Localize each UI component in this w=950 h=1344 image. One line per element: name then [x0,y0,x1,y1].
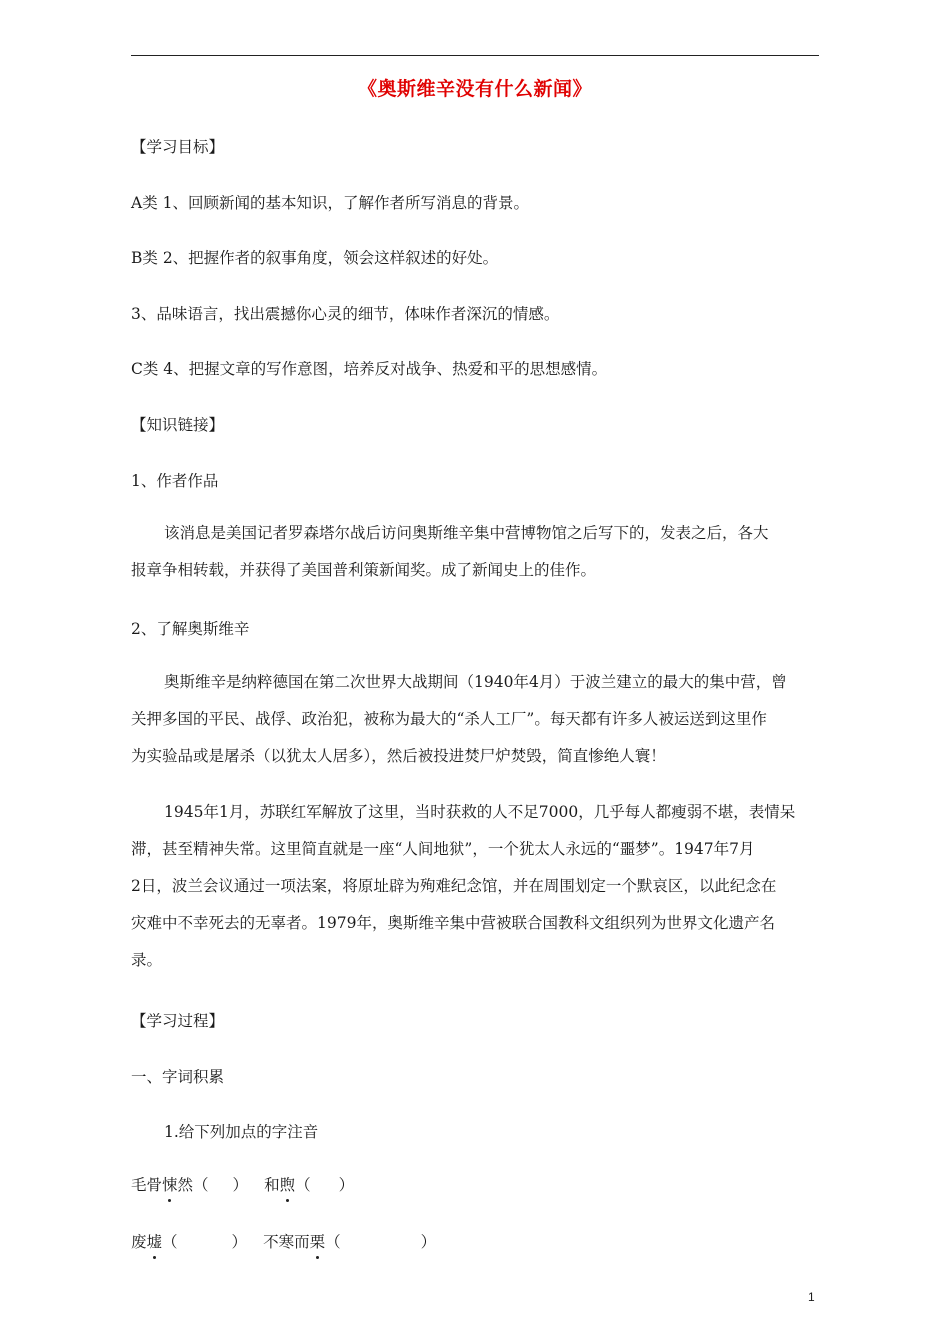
header-rule [131,55,819,56]
process-heading: 【学习过程】 [131,1012,225,1030]
liberation-paragraph [131,794,819,979]
author-works-paragraph [131,515,819,589]
word-text: 然（ [177,1176,209,1194]
paragraph-line: 灾难中不幸死去的无辜者。1979年，奥斯维辛集中营被联合国教科文组织列为世界文化遗产名 [131,914,775,932]
word-text: （ [162,1233,178,1251]
paragraph-line: 报章争相转载，并获得了美国普利策新闻奖。成了新闻史上的佳作。 [131,561,597,579]
dotted-character: 墟 [147,1230,163,1252]
word-text: 废 [131,1233,147,1251]
paragraph-line: 该消息是美国记者罗森塔尔战后访问奥斯维辛集中营博物馆之后写下的，发表之后，各大 [164,524,769,542]
word-row-2 [131,1230,436,1252]
word-text: ） [231,1233,248,1251]
word-text: （ [295,1176,311,1194]
paragraph-line: 录。 [131,951,163,969]
objectives-heading: 【学习目标】 [131,138,225,156]
dotted-character: 煦 [280,1173,296,1195]
word-text: 不寒而 [263,1233,310,1251]
word-text: 毛骨 [131,1176,163,1194]
paragraph-line: 为实验品或是屠杀（以犹太人居多），然后被投进焚尸炉焚毁，简直惨绝人寰！ [131,747,666,765]
word-text: 和 [264,1176,280,1194]
word-text: ） [420,1233,437,1251]
paragraph-line: 滞，甚至精神失常。这里简直就是一座“人间地狱”，一个犹太人永远的“噩梦”。1947年7月 [131,840,755,858]
author-works-subheading: 1、作者作品 [131,472,219,490]
word-text: ） [232,1176,249,1194]
document-title: 《奥斯维辛没有什么新闻》 [357,78,592,100]
objective-item-3: 3、品味语言，找出震撼你心灵的细节，体味作者深沉的情感。 [131,305,560,323]
dotted-character: 栗 [310,1230,326,1252]
objective-item-4: C类 4、把握文章的写作意图，培养反对战争、热爱和平的思想感情。 [131,360,608,378]
dotted-character: 悚 [162,1173,178,1195]
pinyin-question: 1.给下列加点的字注音 [164,1123,319,1141]
word-row-1 [131,1173,354,1195]
paragraph-line: 奥斯维辛是纳粹德国在第二次世界大战期间（1940年4月）于波兰建立的最大的集中营，曾 [164,673,787,691]
word-text: ） [338,1176,355,1194]
objective-item-2: B类 2、把握作者的叙事角度，领会这样叙述的好处。 [131,249,499,267]
paragraph-line: 2日，波兰会议通过一项法案，将原址辟为殉难纪念馆，并在周围划定一个默哀区，以此纪念在 [131,877,777,895]
word-text: （ [325,1233,341,1251]
knowledge-heading: 【知识链接】 [131,416,225,434]
paragraph-line: 关押多国的平民、战俘、政治犯，被称为最大的“杀人工厂”。每天都有许多人被运送到这里作 [131,710,767,728]
auschwitz-subheading: 2、了解奥斯维辛 [131,620,250,638]
objective-item-1: A类 1、回顾新闻的基本知识，了解作者所写消息的背景。 [131,194,529,212]
page-number: 1 [808,1290,815,1304]
paragraph-line: 1945年1月，苏联红军解放了这里，当时获救的人不足7000，几乎每人都瘦弱不堪，表情呆 [164,803,796,821]
vocabulary-section-heading: 一、字词积累 [131,1068,225,1086]
auschwitz-paragraph [131,664,819,775]
